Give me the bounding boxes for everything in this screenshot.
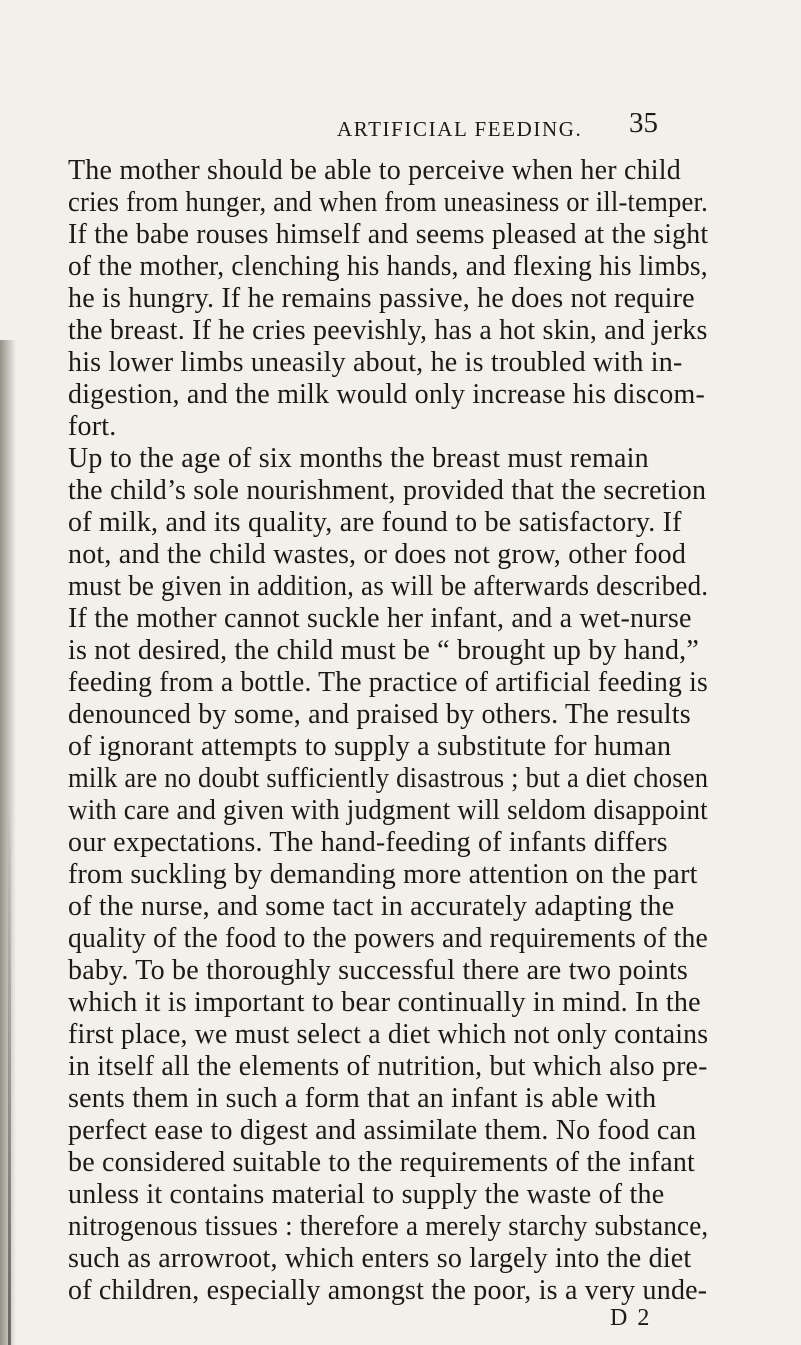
text-line: is not desired, the child must be “ brought up by hand,” [68,635,699,666]
signature-mark: D 2 [610,1305,652,1331]
text-line: baby. To be thoroughly successful there are two points [68,955,689,986]
text-line: which it is important to bear continually in mind. In the [68,987,701,1018]
page-edge [8,800,11,1345]
text-line: first place, we must select a diet which not only contains [68,1019,709,1050]
text-line: his lower limbs uneasily about, he is troubled with in- [68,347,683,378]
text-line: digestion, and the milk would only increase his discom- [68,379,706,410]
text-line: of children, especially amongst the poor, is a very unde- [68,1275,708,1306]
text-line: sents them in such a form that an infant is able with [68,1083,657,1114]
running-title: ARTIFICIAL FEEDING. [337,117,583,141]
text-line: nitrogenous tissues : therefore a merely starchy substance, [68,1211,709,1242]
text-line: with care and given with judgment will seldom disappoint [68,795,708,826]
text-line: the child’s sole nourishment, provided that the secretion [68,475,707,506]
text-line: unless it contains material to supply the waste of the [68,1179,665,1210]
text-line: fort. [68,411,117,442]
text-line: our expectations. The hand-feeding of infants differs [68,827,668,858]
text-line: cries from hunger, and when from uneasiness or ill-temper. [68,187,708,218]
text-line: of the nurse, and some tact in accurately adapting the [68,891,675,922]
text-line: not, and the child wastes, or does not grow, other food [68,539,687,570]
text-line: of ignorant attempts to supply a substitute for human [68,731,672,762]
text-line: If the mother cannot suckle her infant, and a wet-nurse [68,603,692,634]
text-line: Up to the age of six months the breast must remain [68,443,649,474]
text-line: be considered suitable to the requirements of the infant [68,1147,695,1178]
text-line: the breast. If he cries peevishly, has a hot skin, and jerks [68,315,708,346]
text-line: from suckling by demanding more attention on the part [68,859,698,890]
text-line: he is hungry. If he remains passive, he does not require [68,283,695,314]
text-line: perfect ease to digest and assimilate them. No food can [68,1115,697,1146]
text-line: If the babe rouses himself and seems pleased at the sight [68,219,709,250]
text-line: milk are no doubt sufficiently disastrous ; but a diet chosen [68,763,709,794]
text-line: must be given in addition, as will be afterwards described. [68,571,709,602]
text-line: quality of the food to the powers and requirements of the [68,923,708,954]
text-line: of milk, and its quality, are found to be satisfactory. If [68,507,682,538]
text-line: in itself all the elements of nutrition, but which also pre- [68,1051,708,1082]
text-line: denounced by some, and praised by others. The results [68,699,691,730]
page-number: 35 [629,107,658,139]
text-line: The mother should be able to perceive when her child [68,155,681,186]
text-line: such as arrowroot, which enters so largely into the diet [68,1243,692,1274]
text-line: feeding from a bottle. The practice of artificial feeding is [68,667,708,698]
running-head [0,107,801,147]
text-line: of the mother, clenching his hands, and flexing his limbs, [68,251,708,282]
